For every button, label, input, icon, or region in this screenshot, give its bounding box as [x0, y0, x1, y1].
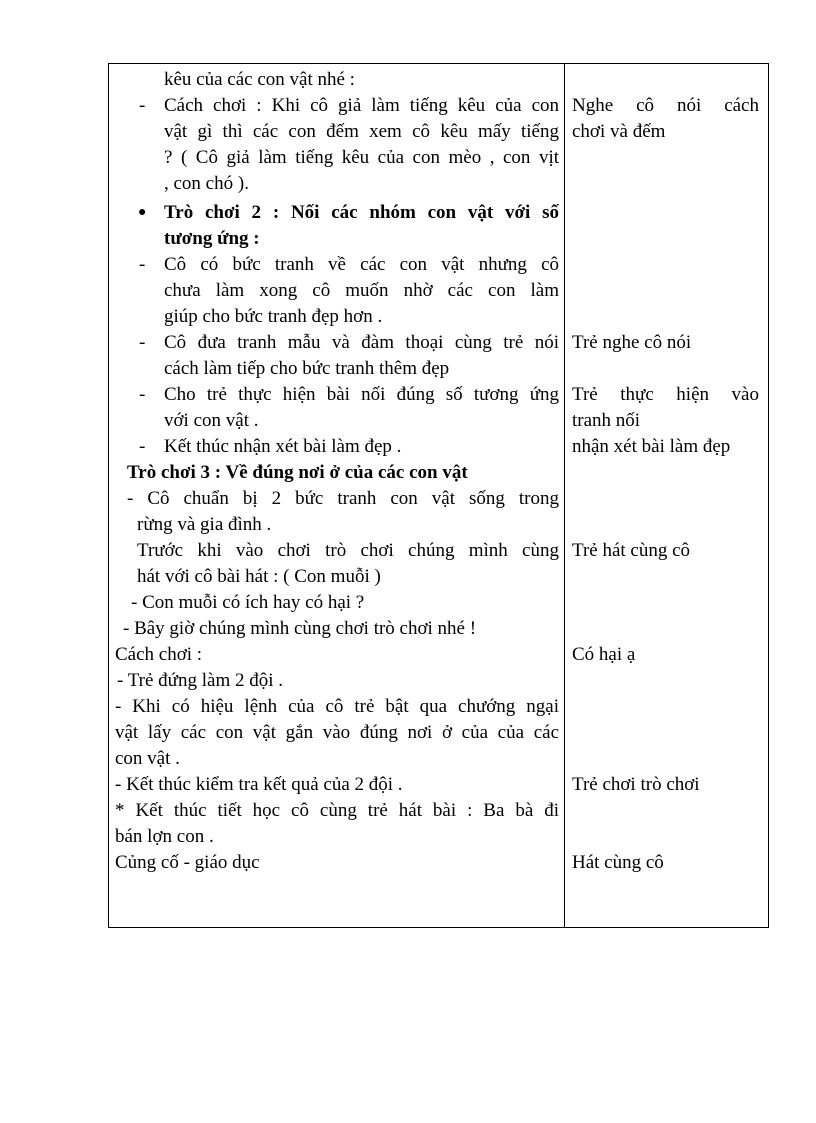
activity-line: chưa làm xong cô muốn nhờ các con làm: [164, 280, 559, 301]
column-divider: [564, 64, 565, 927]
activity-line: - Cô chuẩn bị 2 bức tranh con vật sống trong: [127, 488, 559, 509]
activity-line: - Bây giờ chúng mình cùng chơi trò chơi nhé !: [123, 618, 477, 639]
activity-line: rừng và gia đình .: [137, 514, 272, 535]
child-activity-line: Nghe cô nói cách: [572, 95, 759, 116]
child-activity-line: tranh nối: [572, 410, 641, 431]
child-activity-line: chơi và đếm: [572, 121, 666, 142]
list-dash: -: [139, 332, 146, 353]
list-dash: -: [139, 436, 146, 457]
list-dash: -: [139, 254, 146, 275]
activity-line: - Con muỗi có ích hay có hại ?: [131, 592, 365, 613]
activity-line: ? ( Cô giả làm tiếng kêu của con mèo , con vịt: [164, 147, 559, 168]
activity-line: Kết thúc nhận xét bài làm đẹp .: [164, 436, 402, 457]
activity-line: Cách chơi :: [115, 644, 203, 665]
activity-line: tương ứng :: [164, 228, 260, 249]
child-activity-line: Trẻ thực hiện vào: [572, 384, 759, 405]
activity-line: vật lấy các con vật gắn vào đúng nơi ở của của các: [115, 722, 559, 743]
activity-line: Cho trẻ thực hiện bài nối đúng số tương ứng: [164, 384, 559, 405]
child-activity-line: nhận xét bài làm đẹp: [572, 436, 731, 457]
activity-line: kêu của các con vật nhé :: [164, 69, 355, 90]
activity-line: - Khi có hiệu lệnh của cô trẻ bật qua chướng ngại: [115, 696, 559, 717]
activity-line: hát với cô bài hát : ( Con muỗi ): [137, 566, 381, 587]
child-activity-line: Có hại ạ: [572, 644, 636, 665]
activity-line: - Kết thúc kiểm tra kết quả của 2 đội .: [115, 774, 403, 795]
activity-line: , con chó ).: [164, 173, 249, 194]
activity-line: vật gì thì các con đếm xem cô kêu mấy tiếng: [164, 121, 559, 142]
activity-line: Trước khi vào chơi trò chơi chúng mình cùng: [137, 540, 559, 561]
activity-line: Cô đưa tranh mẫu và đàm thoại cùng trẻ nói: [164, 332, 559, 353]
activity-line: Củng cố - giáo dục: [115, 852, 260, 873]
child-activity-line: Trẻ hát cùng cô: [572, 540, 691, 561]
activity-line: bán lợn con .: [115, 826, 214, 847]
activity-line: Trò chơi 2 : Nối các nhóm con vật với số: [164, 202, 559, 223]
list-dash: -: [139, 95, 146, 116]
activity-line: với con vật .: [164, 410, 259, 431]
activity-line: cách làm tiếp cho bức tranh thêm đẹp: [164, 358, 450, 379]
activity-line: Cách chơi : Khi cô giả làm tiếng kêu của con: [164, 95, 559, 116]
activity-line: Trò chơi 3 : Về đúng nơi ở của các con vật: [127, 462, 468, 483]
child-activity-line: Trẻ nghe cô nói: [572, 332, 692, 353]
activity-line: con vật .: [115, 748, 180, 769]
activity-line: - Trẻ đứng làm 2 đội .: [117, 670, 283, 691]
bullet-icon: ●: [138, 205, 147, 220]
activity-line: * Kết thúc tiết học cô cùng trẻ hát bài : Ba bà đi: [115, 800, 559, 821]
activity-line: giúp cho bức tranh đẹp hơn .: [164, 306, 383, 327]
lesson-table: [108, 63, 769, 928]
list-dash: -: [139, 384, 146, 405]
child-activity-line: Trẻ chơi trò chơi: [572, 774, 700, 795]
child-activity-line: Hát cùng cô: [572, 852, 664, 873]
activity-line: Cô có bức tranh về các con vật nhưng cô: [164, 254, 559, 275]
